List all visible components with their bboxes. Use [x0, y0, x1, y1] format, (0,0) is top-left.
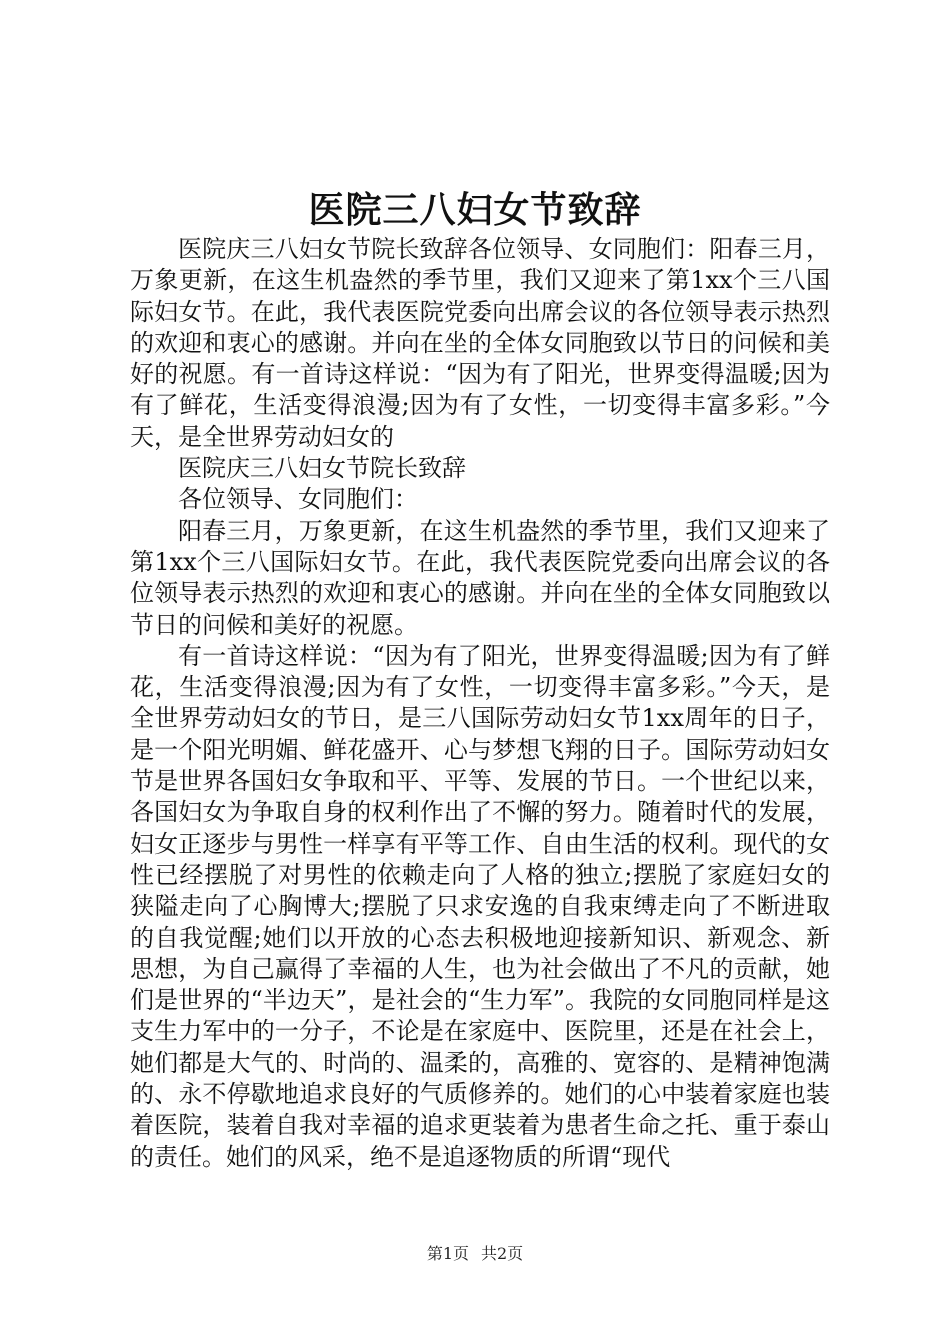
- page-total: 共2页: [481, 1244, 524, 1263]
- paragraph-greeting: 阳春三月，万象更新，在这生机盎然的季节里，我们又迎来了第1xx个三八国际妇女节。在此，我代表医院党委向出席会议的各位领导表示热烈的欢迎和衷心的感谢。并向在坐的全体女同胞致以节日的问候和美好的祝愿。: [130, 516, 830, 639]
- document-title: 医院三八妇女节致辞: [308, 189, 642, 231]
- paragraph-main: 有一首诗这样说：“因为有了阳光，世界变得温暖;因为有了鲜花，生活变得浪漫;因为有了女性，一切变得丰富多彩。”今天，是全世界劳动妇女的节日，是三八国际劳动妇女节1xx周年的日子，是一个阳光明媚、鲜花盛开、心与梦想飞翔的日子。国际劳动妇女节是世界各国妇女争取和平、平等、发展的节日。一个世纪以来，各国妇女为争取自身的权利作出了不懈的努力。随着时代的发展，妇女正逐步与男性一样享有平等工作、自由生活的权利。现代的女性已经摆脱了对男性的依赖走向了人格的独立;摆脱了家庭妇女的狭隘走向了心胸博大;摆脱了只求安逸的自我束缚走向了不断进取的自我觉醒;她们以开放的心态去积极地迎接新知识、新观念、新思想，为自己赢得了幸福的人生，也为社会做出了不凡的贡献，她们是世界的“半边天”，是社会的“生力军”。我院的女同胞同样是这支生力军中的一分子，不论是在家庭中、医院里，还是在社会上，她们都是大气的、时尚的、温柔的，高雅的、宽容的、是精神饱满的、永不停歇地追求良好的气质修养的。她们的心中装着家庭也装着医院，装着自我对幸福的追求更装着为患者生命之托、重于泰山的责任。她们的风采，绝不是追逐物质的所谓“现代: [130, 641, 830, 1171]
- paragraph-intro-summary: 医院庆三八妇女节院长致辞各位领导、女同胞们：阳春三月，万象更新，在这生机盎然的季节里，我们又迎来了第1xx个三八国际妇女节。在此，我代表医院党委向出席会议的各位领导表示热烈的欢迎和衷心的感谢。并向在坐的全体女同胞致以节日的问候和美好的祝愿。有一首诗这样说：“因为有了阳光，世界变得温暖;因为有了鲜花，生活变得浪漫;因为有了女性，一切变得丰富多彩。”今天，是全世界劳动妇女的: [130, 235, 830, 451]
- document-body: [130, 234, 830, 1173]
- paragraph-heading: 医院庆三八妇女节院长致辞: [178, 454, 466, 483]
- paragraph-salutation: 各位领导、女同胞们：: [178, 485, 418, 514]
- page-number: 第1页: [426, 1244, 469, 1263]
- page-footer: [0, 1243, 950, 1265]
